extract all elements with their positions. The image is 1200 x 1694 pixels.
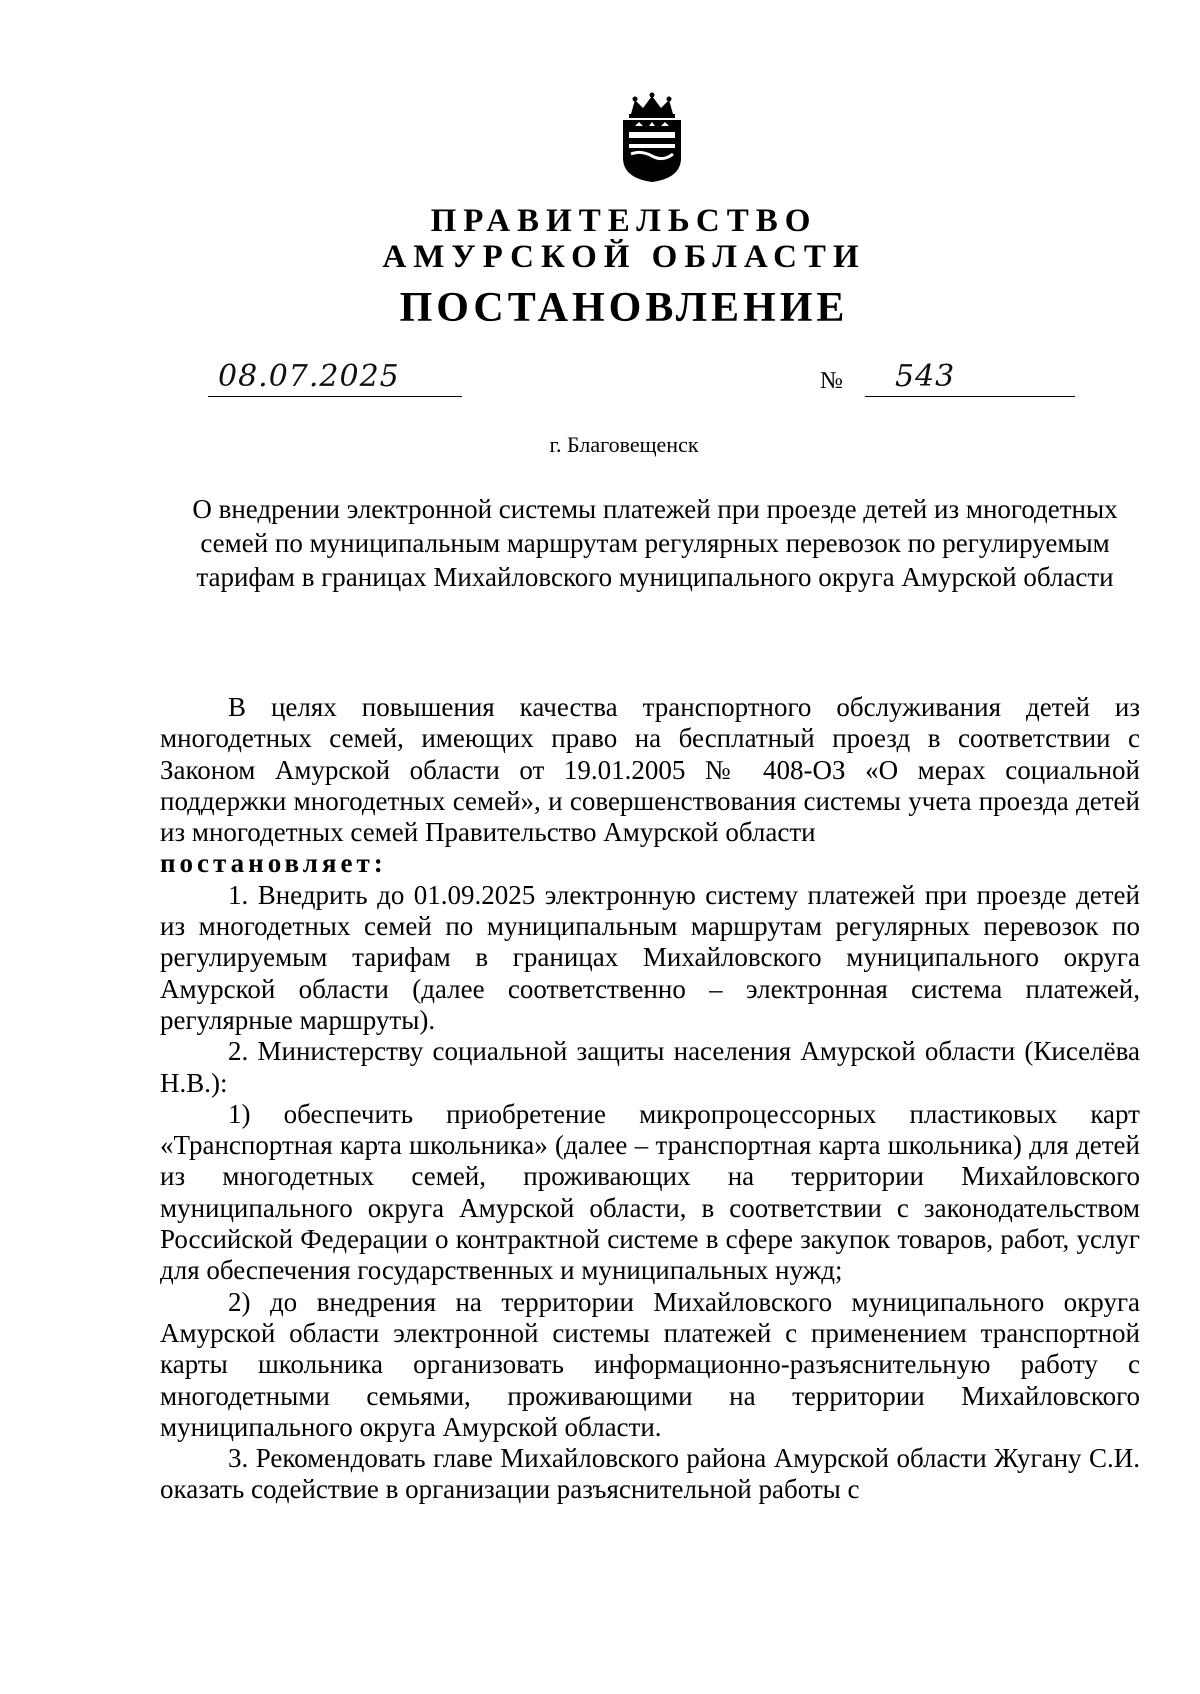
org-name-line2: АМУРСКОЙ ОБЛАСТИ — [382, 239, 866, 275]
document-date: 08.07.2025 — [218, 359, 400, 394]
document-number: 543 — [895, 359, 956, 394]
paragraph-2-1: 1) обеспечить приобретение микропроцессорных пластиковых карт «Транспортная карта школьника» (далее – транспортная карта школьника) для детей из многодетных семей, проживающих на территории Михайловского муниципального округа Амурской области, в соответствии с законодательством Российской Федерации о контрактной системе в сфере закупок товаров, работ, услуг для обеспечения государственных и муниципальных нужд; — [160, 1098, 1140, 1286]
resolves-label: постановляет: — [160, 848, 387, 879]
document-body — [160, 692, 1140, 1506]
coat-of-arms-icon — [617, 92, 687, 184]
document-title: О внедрении электронной системы платежей при проезде детей из многодетных семей по муниципальным маршрутам регулярных перевозок по регулируемым тарифам в границах Михайловского муниципального округа Амурской области — [192, 494, 1118, 592]
paragraph-3: 3. Рекомендовать главе Михайловского района Амурской области Жугану С.И. оказать содействие в организации разъяснительной работы с — [160, 1443, 1140, 1505]
org-name-line1: ПРАВИТЕЛЬСТВО — [430, 203, 818, 239]
preamble-paragraph: В целях повышения качества транспортного обслуживания детей из многодетных семей, имеющих право на бесплатный проезд в соответствии с Законом Амурской области от 19.01.2005 № 408-ОЗ «О мерах социальной поддержки многодетных семей», и совершенствования системы учета проезда детей из многодетных семей Правительство Амурской области — [160, 692, 1140, 848]
number-field — [865, 360, 1075, 397]
city: г. Благовещенск — [549, 432, 699, 457]
paragraph-2-2: 2) до внедрения на территории Михайловского муниципального округа Амурской области электронной системы платежей с применением транспортной карты школьника организовать информационно-разъяснительную работу с многодетными семьями, проживающими на территории Михайловского муниципального округа Амурской области. — [160, 1286, 1140, 1442]
paragraph-1: 1. Внедрить до 01.09.2025 электронную систему платежей при проезде детей из многодетных семей по муниципальным маршрутам регулярных перевозок по регулируемым тарифам в границах Михайловского муниципального округа Амурской области (далее соответственно – электронная система платежей, регулярные маршруты). — [160, 879, 1140, 1035]
number-sign: № — [820, 368, 843, 394]
paragraph-2: 2. Министерству социальной защиты населения Амурской области (Киселёва Н.В.): — [160, 1036, 1140, 1098]
date-field — [208, 360, 462, 397]
document-type: ПОСТАНОВЛЕНИЕ — [399, 285, 849, 331]
